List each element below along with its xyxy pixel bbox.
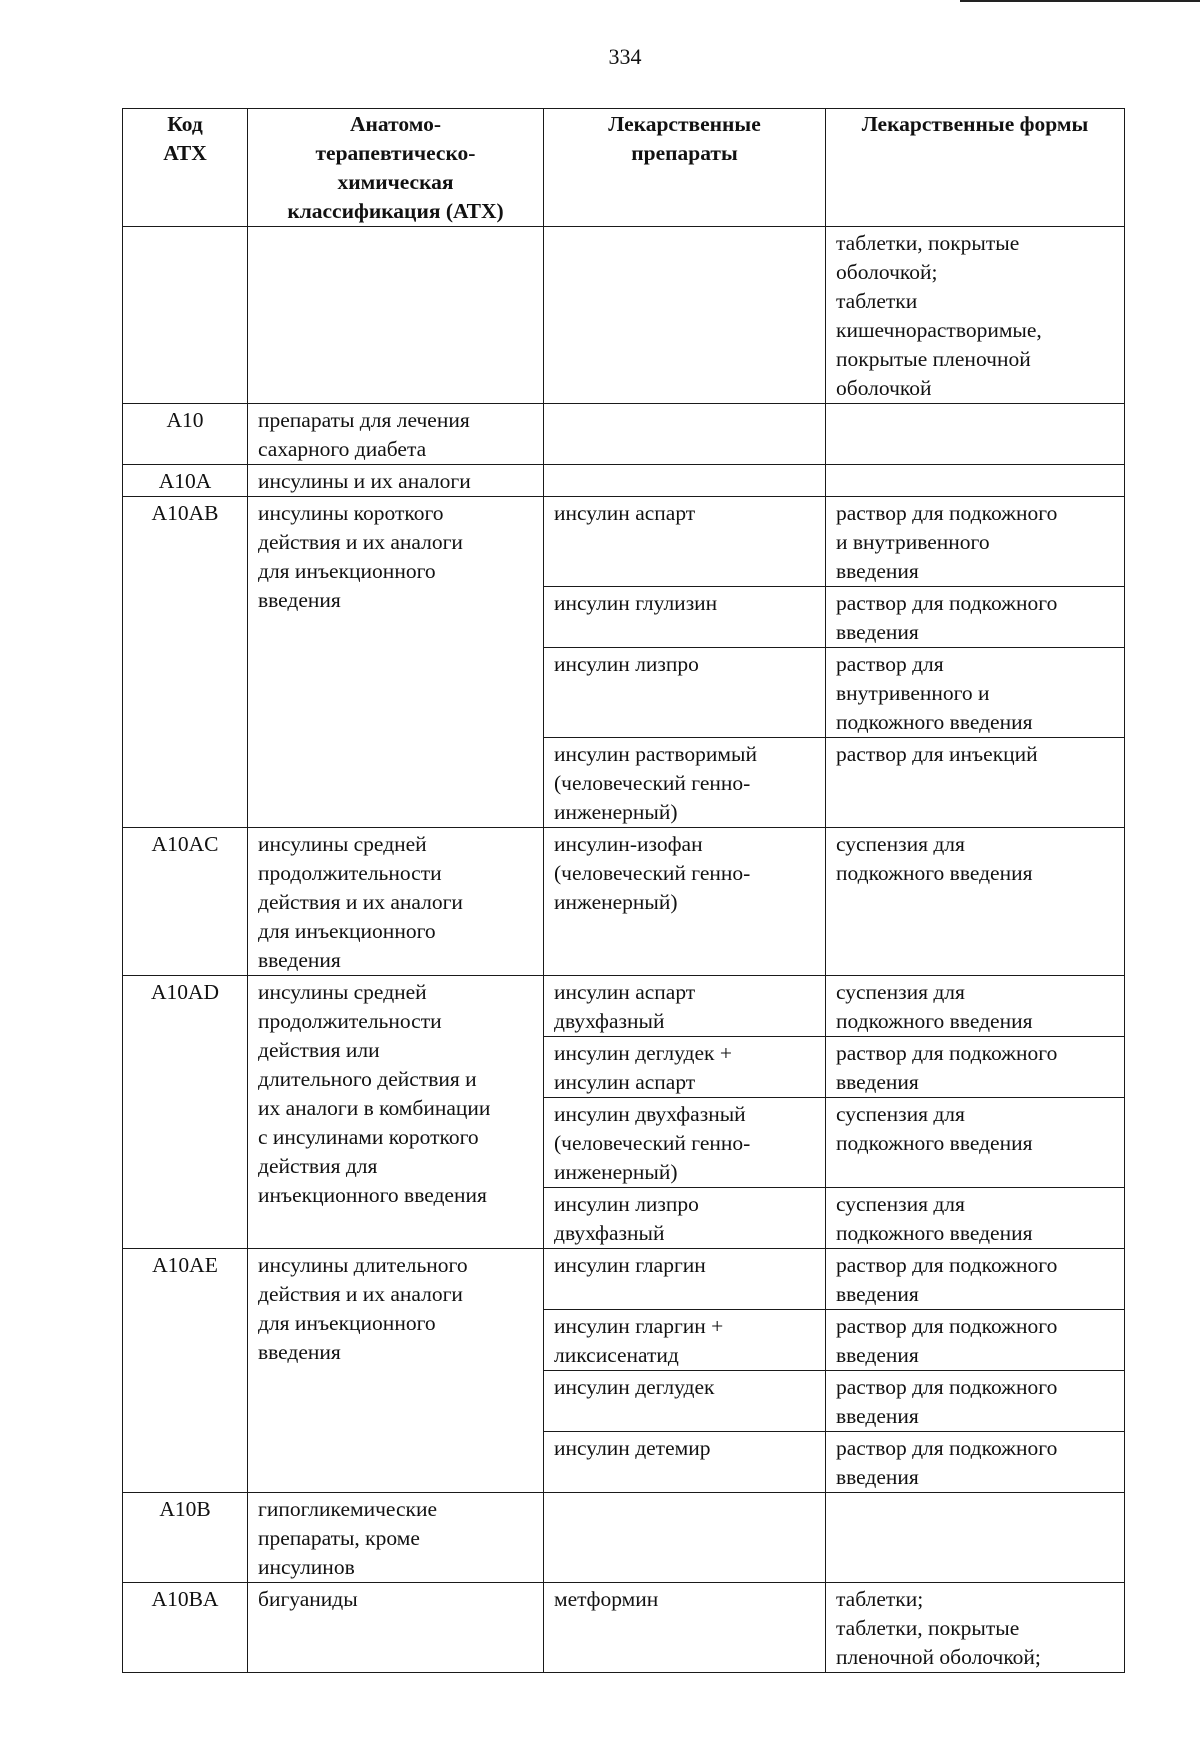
drug-cell: инсулин гларгин [544,1249,826,1310]
drug-cell: инсулин деглудек + инсулин аспарт [544,1037,826,1098]
header-code: Код АТХ [123,109,248,227]
table-row-a10 [123,404,1125,465]
drug-cell: инсулин глулизин [544,587,826,648]
classification-cell: инсулины и их аналоги [248,465,544,497]
table-row-a10ab [123,497,1125,587]
drug-cell: инсулин лизпро [544,648,826,738]
table-row-a10a [123,465,1125,497]
header-classification: Анатомо- терапевтическо- химическая классификация (АТХ) [248,109,544,227]
classification-cell: препараты для лечения сахарного диабета [248,404,544,465]
atx-code-cell: A10AC [123,828,248,976]
atx-code-cell: A10B [123,1493,248,1583]
classification-cell: инсулины длительного действия и их аналоги для инъекционного введения [248,1249,544,1493]
drug-cell: инсулин растворимый (человеческий генно- инженерный) [544,738,826,828]
table-header-row [123,109,1125,227]
drug-cell-empty [544,465,826,497]
header-drugs: Лекарственные препараты [544,109,826,227]
form-cell: раствор для подкожного введения [826,1432,1125,1493]
drug-cell: инсулин лизпро двухфазный [544,1188,826,1249]
form-cell: таблетки; таблетки, покрытые пленочной оболочкой; [826,1583,1125,1673]
drug-cell: инсулин двухфазный (человеческий генно- инженерный) [544,1098,826,1188]
form-cell: раствор для подкожного введения [826,1037,1125,1098]
form-cell: раствор для подкожного введения [826,1249,1125,1310]
drug-cell: инсулин аспарт двухфазный [544,976,826,1037]
atx-code-cell: A10BA [123,1583,248,1673]
form-cell: раствор для подкожного введения [826,587,1125,648]
form-cell-empty [826,404,1125,465]
form-cell: раствор для инъекций [826,738,1125,828]
form-cell: раствор для подкожного и внутривенного введения [826,497,1125,587]
drug-cell: инсулин аспарт [544,497,826,587]
form-cell: суспензия для подкожного введения [826,976,1125,1037]
table-row-a10ae [123,1249,1125,1310]
drug-cell: метформин [544,1583,826,1673]
form-cell-empty [826,1493,1125,1583]
drug-cell: инсулин гларгин + ликсисенатид [544,1310,826,1371]
form-cell: суспензия для подкожного введения [826,828,1125,976]
drug-cell: инсулин деглудек [544,1371,826,1432]
atx-code-cell: A10AB [123,497,248,828]
atx-code-cell: A10 [123,404,248,465]
classification-cell: инсулины короткого действия и их аналоги для инъекционного введения [248,497,544,828]
atx-code-cell: A10A [123,465,248,497]
form-cell-empty [826,465,1125,497]
continuation-classification-cell [248,227,544,404]
classification-cell: гипогликемические препараты, кроме инсулинов [248,1493,544,1583]
table-row-a10b [123,1493,1125,1583]
form-cell: суспензия для подкожного введения [826,1098,1125,1188]
form-cell: раствор для подкожного введения [826,1371,1125,1432]
drug-cell-empty [544,404,826,465]
table-row-a10ad [123,976,1125,1037]
page-number: 334 [608,44,642,69]
table-row-a10ac [123,828,1125,976]
classification-cell: бигуаниды [248,1583,544,1673]
atx-code-cell: A10AE [123,1249,248,1493]
form-cell: раствор для подкожного введения [826,1310,1125,1371]
classification-cell: инсулины средней продолжительности действия или длительного действия и их аналоги в комбинации с инсулинами короткого действия для инъекционного введения [248,976,544,1249]
top-edge-rule [960,0,1200,2]
continuation-drug-cell [544,227,826,404]
classification-cell: инсулины средней продолжительности действия и их аналоги для инъекционного введения [248,828,544,976]
table-row-a10ba [123,1583,1125,1673]
continuation-row [123,227,1125,404]
header-forms: Лекарственные формы [826,109,1125,227]
atx-code-cell: A10AD [123,976,248,1249]
drug-cell: инсулин-изофан (человеческий генно- инженерный) [544,828,826,976]
form-cell: раствор для внутривенного и подкожного введения [826,648,1125,738]
drug-cell-empty [544,1493,826,1583]
continuation-code-cell [123,227,248,404]
continuation-form-cell: таблетки, покрытые оболочкой; таблетки кишечнорастворимые, покрытые пленочной оболочкой [826,227,1125,404]
drug-cell: инсулин детемир [544,1432,826,1493]
atx-classification-table [122,108,1125,1673]
form-cell: суспензия для подкожного введения [826,1188,1125,1249]
